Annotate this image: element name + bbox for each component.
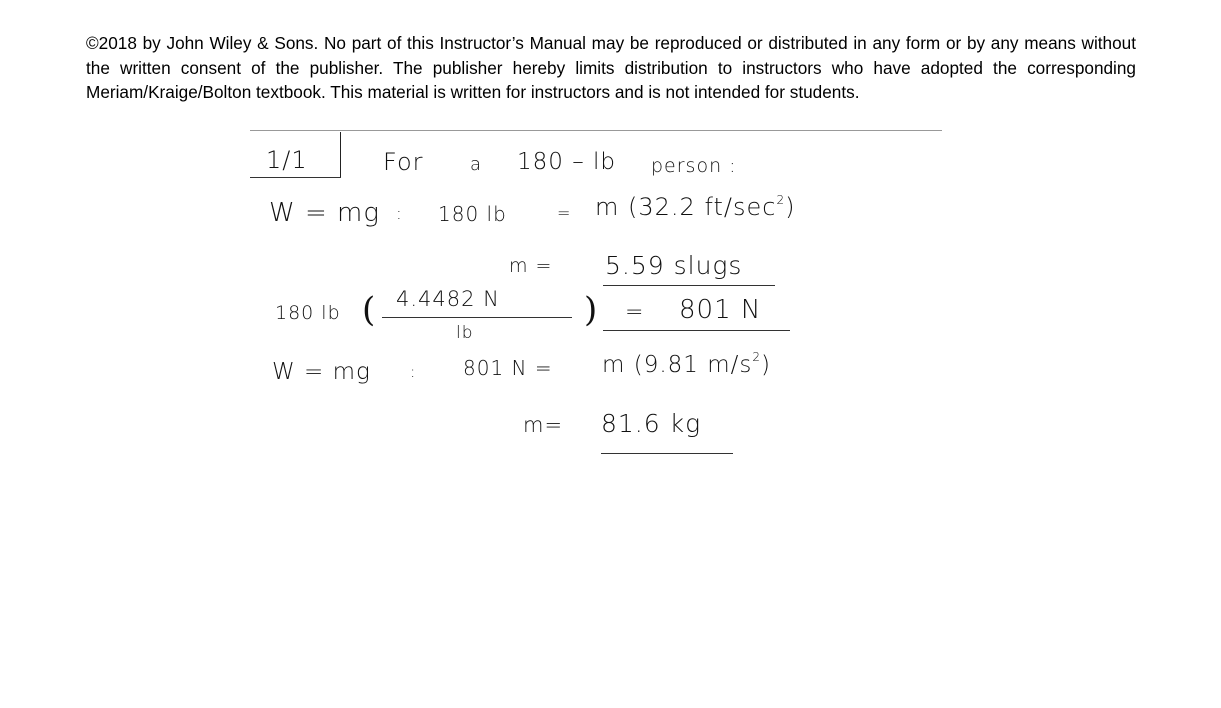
mass-lhs-2: m= (523, 413, 564, 437)
mass-result-slugs: 5.59 slugs (605, 251, 743, 280)
mass-equation-2-open: m (9.81 m/s (602, 352, 753, 378)
problem-box-underline (250, 177, 341, 178)
open-paren: ( (362, 290, 377, 330)
conversion-lhs: 180 lb (275, 302, 341, 324)
equals-1: = (557, 203, 572, 222)
problem-box-divider (340, 132, 341, 178)
mass-equation-2 (602, 350, 771, 378)
copyright-notice: ©2018 by John Wiley & Sons. No part of this Instructor’s Manual may be reproduced or distributed in any form or by any means without the written consent of the publisher. The publisher hereby limits distribution to instructors who have adopted the corresponding Meriam/Kraige/Bolton textbook. This material is written for instructors and is not intended for students. (86, 33, 1136, 102)
mass-equation-1-open: m (32.2 ft/sec (595, 193, 777, 221)
fraction-bar (382, 317, 572, 318)
mass-equation-2-exponent: 2 (752, 350, 761, 364)
mass-equation-1-close: ) (785, 193, 796, 221)
weight-value: 180 lb (438, 202, 507, 226)
weight-formula-2: W = mg (272, 359, 371, 385)
colon-1: : (396, 204, 403, 224)
weight-formula-1: W = mg (269, 198, 380, 228)
mass-result-kg: 81.6 kg (601, 409, 702, 438)
slugs-underline (603, 285, 775, 286)
mass-equation-1 (595, 193, 795, 221)
colon-2: : (410, 362, 417, 381)
heading-subject: person : (651, 155, 737, 177)
conversion-numerator: 4.4482 N (396, 287, 500, 311)
heading-a: a (470, 154, 483, 175)
problem-number: 1/1 (266, 146, 308, 174)
kg-underline (601, 453, 733, 454)
mass-equation-1-exponent: 2 (776, 193, 786, 207)
force-result: 801 N (679, 295, 762, 325)
heading-for: For (383, 148, 424, 176)
close-paren: ) (584, 290, 599, 330)
equals-3: = (625, 300, 645, 325)
heading-mass: 180 – lb (517, 149, 617, 175)
mass-equation-2-close: ) (761, 352, 771, 378)
force-underline (603, 330, 790, 331)
mass-lhs-1: m = (509, 255, 553, 277)
conversion-denominator: lb (456, 323, 474, 343)
header-rule (250, 130, 942, 131)
force-equation: 801 N = (463, 356, 553, 380)
